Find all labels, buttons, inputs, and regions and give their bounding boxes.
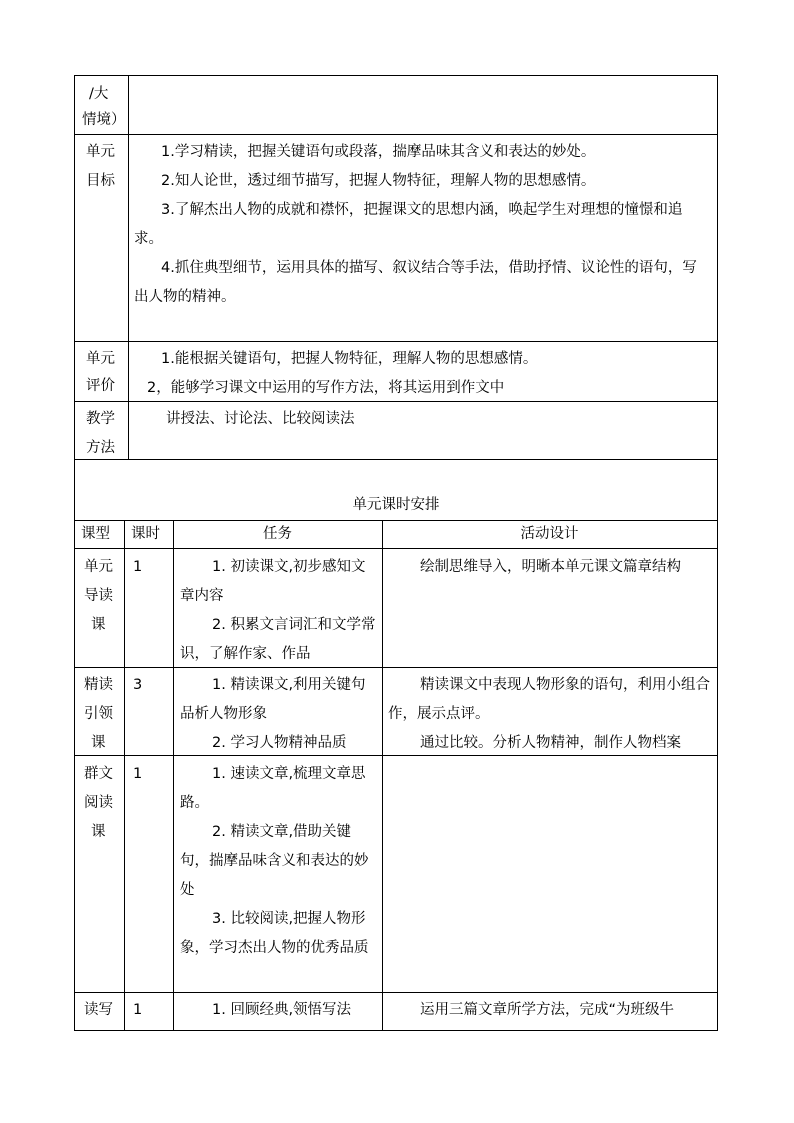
- goals-label: 单元: [86, 144, 115, 160]
- method-label: 教学: [86, 411, 115, 427]
- row-type: 课: [91, 824, 106, 840]
- table-border: [173, 520, 174, 1031]
- header-hours: 课时: [131, 526, 160, 542]
- row-type: 单元: [84, 559, 113, 575]
- table-border: [717, 75, 718, 1031]
- goals-label: 目标: [86, 173, 115, 189]
- row-type: 课: [91, 617, 106, 633]
- table-border: [124, 520, 125, 1031]
- row-type: 导读: [84, 588, 113, 604]
- row-task: 2. 学习人物精神品质: [212, 735, 347, 751]
- row-task: 2. 精读文章,借助关键句，揣摩品味含义和表达的妙处: [180, 824, 369, 898]
- row-type: 引领: [84, 706, 113, 722]
- row-type: 精读: [84, 677, 113, 693]
- evaluation-label: 单元: [86, 351, 115, 367]
- goal-item: 3.了解杰出人物的成就和襟怀，把握课文的思想内涵，唤起学生对理想的憧憬和追求。: [134, 202, 683, 247]
- row-task: 1. 速读文章,梳理文章思路。: [180, 766, 366, 811]
- context-label: /大: [89, 86, 109, 102]
- row-type: 阅读: [84, 795, 113, 811]
- table-border: [74, 75, 718, 76]
- table-border: [74, 134, 718, 135]
- row-type: 群文: [84, 766, 113, 782]
- row-hours: 1: [133, 1002, 143, 1018]
- row-activity: 绘制思维导入，明晰本单元课文篇章结构: [420, 559, 681, 575]
- row-activity: 通过比较。分析人物精神，制作人物档案: [420, 735, 681, 751]
- row-task: 2. 积累文言词汇和文学常识，了解作家、作品: [180, 617, 376, 662]
- table-border: [128, 75, 129, 460]
- row-hours: 1: [133, 559, 143, 575]
- row-type: 读写: [84, 1002, 113, 1018]
- header-tasks: 任务: [263, 526, 292, 542]
- evaluation-item: 1.能根据关键语句，把握人物特征，理解人物的思想感情。: [161, 351, 538, 367]
- table-border: [382, 520, 383, 1031]
- method-label: 方法: [86, 440, 115, 456]
- context-label: 情境）: [82, 112, 126, 128]
- table-border: [74, 667, 718, 668]
- row-activity: 运用三篇文章所学方法，完成“为班级牛: [420, 1002, 675, 1018]
- method-text: 讲授法、讨论法、比较阅读法: [166, 411, 355, 427]
- row-task: 1. 精读课文,利用关键句品析人物形象: [180, 677, 366, 722]
- goal-item: 4.抓住典型细节，运用具体的描写、叙议结合等手法，借助抒情、议论性的语句，写出人物的精神。: [134, 260, 697, 305]
- schedule-title: 单元课时安排: [352, 497, 440, 513]
- row-task: 3. 比较阅读,把握人物形象，学习杰出人物的优秀品质: [180, 911, 369, 956]
- table-border: [74, 75, 75, 1031]
- table-border: [74, 341, 718, 342]
- goal-item: 1.学习精读，把握关键语句或段落，揣摩品味其含义和表达的妙处。: [161, 144, 596, 160]
- table-border: [74, 459, 718, 460]
- header-activity: 活动设计: [520, 526, 579, 542]
- row-task: 1. 回顾经典,领悟写法: [212, 1002, 352, 1018]
- evaluation-item: 2，能够学习课文中运用的写作方法，将其运用到作文中: [147, 380, 505, 396]
- evaluation-label: 评价: [86, 378, 115, 394]
- row-activity: 精读课文中表现人物形象的语句，利用小组合作，展示点评。: [388, 677, 710, 722]
- row-task: 1. 初读课文,初步感知文章内容: [180, 559, 366, 604]
- table-border: [74, 1030, 718, 1031]
- row-hours: 1: [133, 766, 143, 782]
- row-hours: 3: [133, 677, 143, 693]
- header-type: 课型: [81, 526, 110, 542]
- table-border: [74, 992, 718, 993]
- row-type: 课: [91, 735, 106, 751]
- goal-item: 2.知人论世，透过细节描写，把握人物特征，理解人物的思想感情。: [161, 173, 596, 189]
